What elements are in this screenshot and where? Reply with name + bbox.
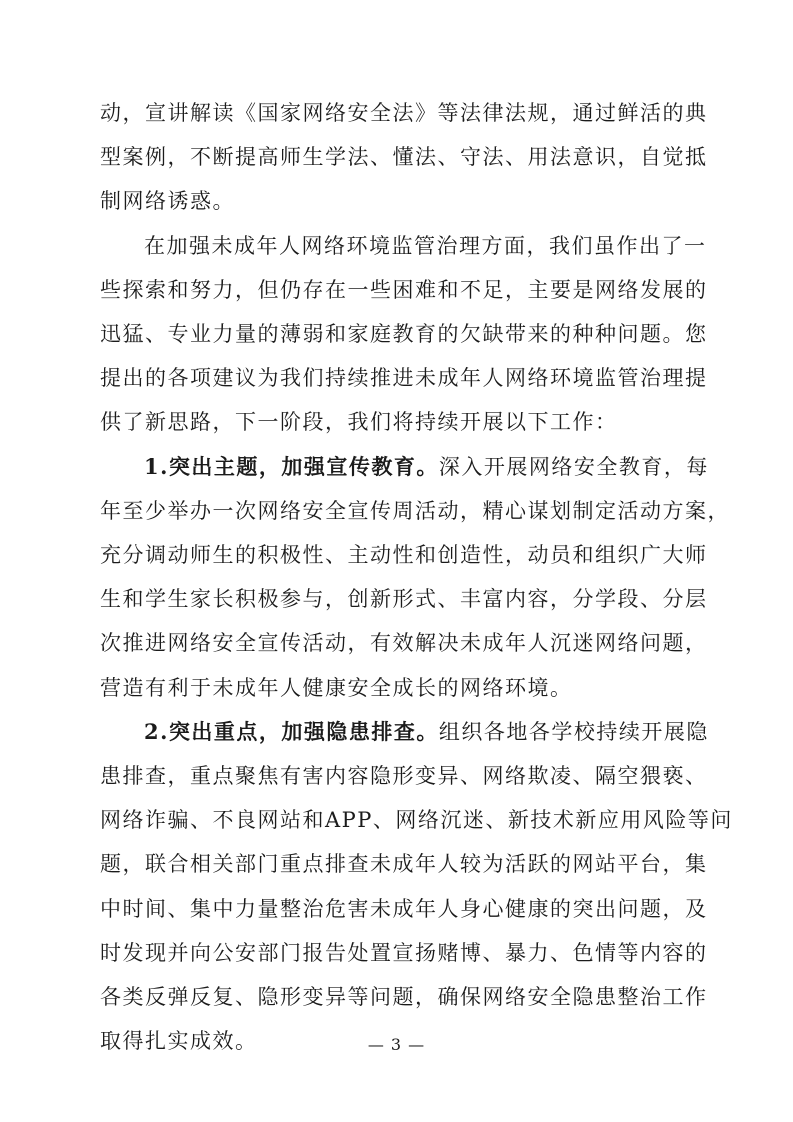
body-line: 迅猛、专业力量的薄弱和家庭教育的欠缺带来的种种问题。您 bbox=[100, 322, 708, 346]
body-line: 提出的各项建议为我们持续推进未成年人网络环境监管治理提 bbox=[100, 366, 708, 391]
body-line: 营造有利于未成年人健康安全成长的网络环境。 bbox=[100, 675, 573, 700]
section-heading: 1.突出主题，加强宣传教育。 bbox=[144, 453, 439, 479]
body-line: 年至少举办一次网络安全宣传周活动，精心谋划制定活动方案， bbox=[100, 498, 730, 523]
body-line: 些探索和努力，但仍存在一些困难和不足，主要是网络发展的 bbox=[100, 277, 708, 302]
body-line: 时发现并向公安部门报告处置宣扬赌博、暴力、色情等内容的 bbox=[100, 940, 708, 965]
body-text: 深入开展网络安全教育，每 bbox=[438, 454, 709, 479]
body-line: 次推进网络安全宣传活动，有效解决未成年人沉迷网络问题， bbox=[100, 631, 708, 656]
body-line: 取得扎实成效。 bbox=[100, 1029, 258, 1054]
body-line: 患排查，重点聚焦有害内容隐形变异、网络欺凌、隔空猥亵、 bbox=[100, 764, 708, 788]
page-number: — 3 — bbox=[367, 1035, 426, 1054]
body-line: 生和学生家长积极参与，创新形式、丰富内容，分学段、分层 bbox=[100, 587, 708, 612]
body-line: 各类反弹反复、隐形变异等问题，确保网络安全隐患整治工作 bbox=[100, 985, 708, 1009]
body-line: 充分调动师生的积极性、主动性和创造性，动员和组织广大师 bbox=[100, 543, 708, 567]
body-line: 供了新思路，下一阶段，我们将持续开展以下工作： bbox=[100, 410, 618, 435]
section-first-line bbox=[144, 453, 709, 481]
body-line: 制网络诱惑。 bbox=[100, 189, 235, 214]
body-line: 动，宣讲解读《国家网络安全法》等法律法规，通过鲜活的典 bbox=[100, 101, 708, 125]
body-line: 型案例，不断提高师生学法、懂法、守法、用法意识，自觉抵 bbox=[100, 145, 708, 170]
body-line: 在加强未成年人网络环境监管治理方面，我们虽作出了一 bbox=[144, 233, 707, 258]
section-heading: 2.突出重点，加强隐患排查。 bbox=[144, 718, 439, 744]
body-line: 中时间、集中力量整治危害未成年人身心健康的突出问题，及 bbox=[100, 896, 708, 921]
body-text: 组织各地各学校持续开展隐 bbox=[438, 719, 709, 744]
section-first-line bbox=[144, 718, 709, 746]
body-line: 网络诈骗、不良网站和APP、网络沉迷、新技术新应用风险等问 bbox=[100, 808, 733, 833]
body-line: 题，联合相关部门重点排查未成年人较为活跃的网站平台，集 bbox=[100, 852, 708, 877]
